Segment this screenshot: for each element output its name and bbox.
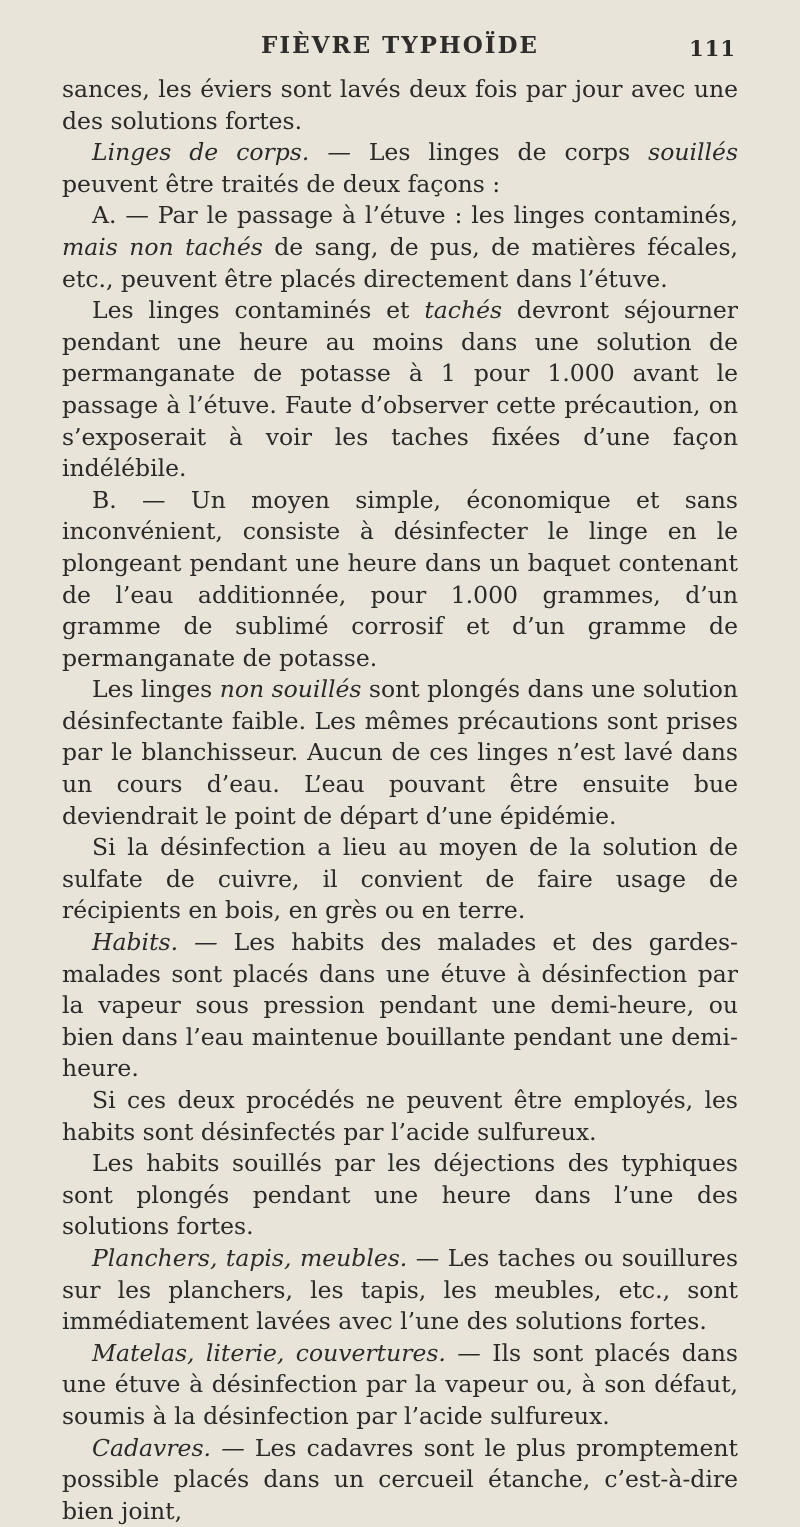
paragraph-text: Si la désinfection a lieu au moyen de la solution de sulfate de cuivre, il convient de faire usage de récipients en bois, en grès ou en terre.: [62, 833, 738, 925]
section-heading: Linges de corps. —: [92, 138, 351, 167]
paragraph: [62, 74, 738, 137]
paragraph-text: Les cadavres sont le plus promptement possible placés dans un cercueil étanche, c’est-à-dire bien joint,: [62, 1433, 738, 1525]
paragraph-text: devront séjourner pendant une heure au moins dans une solution de permanganate de potasse à 1 pour 1.000 avant le passage à l’étuve. Faute d’observer cette précaution, on s’exposerait à voir les taches fixées d’une façon indélébile.: [62, 296, 738, 483]
paragraph-text: A. — Par le passage à l’étuve : les linges contaminés,: [92, 201, 738, 230]
paragraph-text: sances, les éviers sont lavés deux fois par jour avec une des solutions fortes.: [62, 75, 738, 135]
section-heading: Planchers, tapis, meubles. —: [92, 1243, 440, 1272]
paragraph-text: Les linges contaminés et: [92, 296, 425, 325]
paragraph-text: Les taches ou souillures sur les planchers, les tapis, les meubles, etc., sont immédiatement lavées avec l’une des solutions fortes.: [62, 1243, 738, 1336]
emphasis: non souillés: [219, 675, 362, 704]
paragraph-text: Si ces deux procédés ne peuvent être employés, les habits sont désinfectés par l’acide sulfureux.: [62, 1086, 738, 1146]
paragraph-text: B. — Un moyen simple, économique et sans inconvénient, consiste à désinfecter le linge en le plongeant pendant une heure dans un baquet contenant de l’eau additionnée, pour 1.000 grammes, d’un gramme de sublimé corrosif et d’un gramme de permanganate de potasse.: [62, 485, 738, 672]
paragraph: [62, 1085, 738, 1148]
paragraph-text: de sang, de pus, de matières fécales, etc., peuvent être placés directement dans l’étuve.: [62, 232, 738, 293]
page-header: [62, 30, 738, 74]
paragraph-text: Les linges de corps: [350, 138, 649, 167]
section-heading: Matelas, literie, couvertures. —: [92, 1338, 481, 1367]
paragraph: [62, 1148, 738, 1243]
paragraph-text: Ils sont placés dans une étuve à désinfection par la vapeur ou, à son défaut, soumis à la désinfection par l’acide sulfureux.: [62, 1338, 738, 1430]
page-number: 111: [689, 36, 736, 61]
paragraph: [62, 1433, 738, 1527]
paragraph-text: Les habits souillés par les déjections des typhiques sont plongés pendant une heure dans l’une des solutions fortes.: [62, 1149, 738, 1241]
paragraph: [62, 927, 738, 1085]
paragraph: [62, 295, 738, 485]
paragraph: [62, 485, 738, 675]
running-title: FIÈVRE TYPHOÏDE: [261, 32, 539, 59]
paragraph-text: Les linges: [92, 675, 220, 704]
paragraph-text: Les habits des malades et des gardes-malades sont placés dans une étuve à désinfection par la vapeur sous pression pendant une demi-heure, ou bien dans l’eau maintenue bouillante pendant une demi-heure.: [62, 928, 738, 1083]
emphasis: souillés: [648, 138, 739, 167]
paragraph-text: peuvent être traités de deux façons :: [62, 169, 501, 198]
emphasis: mais non tachés: [62, 232, 263, 261]
paragraph-text: sont plongés dans une solution désinfectante faible. Les mêmes précautions sont prises par le blanchisseur. Aucun de ces linges n’est lavé dans un cours d’eau. L’eau pouvant être ensuite bue deviendrait le point de départ d’une épidémie.: [62, 675, 738, 830]
body-text: [62, 74, 738, 1527]
section-heading: Habits. —: [92, 928, 218, 957]
emphasis: tachés: [424, 296, 503, 325]
paragraph: [62, 832, 738, 927]
paragraph: [62, 1338, 738, 1433]
section-heading: Cadavres. —: [92, 1433, 245, 1462]
paragraph: [62, 1243, 738, 1338]
paragraph: [62, 137, 738, 200]
paragraph: [62, 674, 738, 832]
paragraph: [62, 200, 738, 295]
